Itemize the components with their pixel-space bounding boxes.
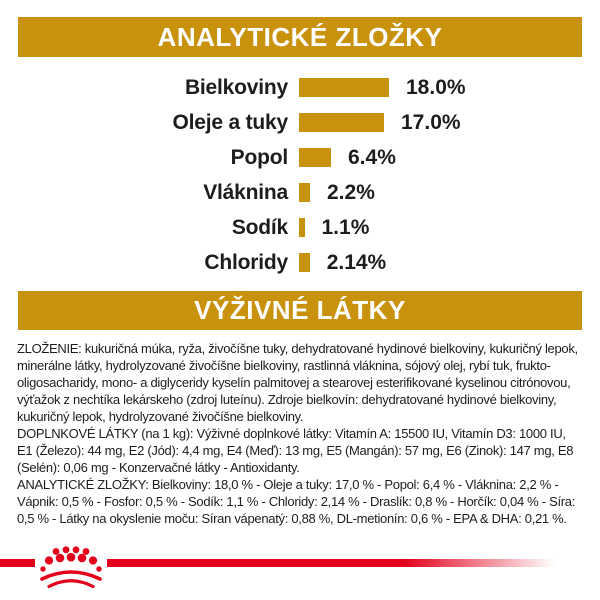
chart-value-label: 1.1% [321, 215, 370, 239]
footer-red-line-right [107, 559, 555, 567]
chart-category-label: Sodík [231, 215, 288, 239]
chart-category-label: Bielkoviny [184, 75, 288, 99]
chart-category-label: Oleje a tuky [172, 110, 288, 134]
chart-value-label: 2.14% [326, 250, 387, 274]
section-title: VÝŽIVNÉ LÁTKY [194, 295, 406, 325]
section-title: ANALYTICKÉ ZLOŽKY [157, 21, 443, 52]
chart-row [0, 210, 600, 245]
royal-canin-crown-icon [40, 546, 102, 590]
chart-bar [299, 113, 384, 132]
chart-bar [299, 78, 389, 97]
chart-category-label: Chloridy [204, 250, 288, 274]
chart-row [0, 105, 600, 140]
chart-bar [299, 253, 310, 272]
footer-red-line-left [0, 559, 35, 567]
chart-row [0, 245, 600, 280]
chart-category-label: Popol [230, 145, 288, 169]
analytical-components-bar-chart [0, 70, 600, 280]
chart-bar [299, 148, 331, 167]
section-header-analyticke-zlozky [18, 17, 582, 57]
section-header-vyzivne-latky [18, 291, 582, 330]
chart-row [0, 140, 600, 175]
chart-bar [299, 183, 310, 202]
chart-value-label: 6.4% [348, 145, 396, 169]
chart-value-label: 17.0% [401, 110, 461, 134]
analytical-constituents-paragraph: ANALYTICKÉ ZLOŽKY: Bielkoviny: 18,0 % - Oleje a tuky: 17,0 % - Popol: 6,4 % - Vláknina: 2,2 % - Vápnik: 0,5 % - Fosfor: 0,5 % - Sodík: 1,1 % - Chloridy: 2,14 % - Draslík: 0,8 % - Horčík: 0,04 % - Síra: 0,5 % - Látky na okyslenie moču: Síran vápenatý: 0,88 %, DL-metionín: 0,6 % - EPA & DHA: 0,21 %. [17, 477, 576, 526]
composition-paragraph: ZLOŽENIE: kukuričná múka, ryža, živočíšne tuky, dehydratované hydinové bielkoviny, kukuričný lepok, minerálne látky, hydrolyzované živočíšne bielkoviny, rastlinná vláknina, sójový olej, rybí tuk, frukto-oligosacharidy, mono- a diglyceridy kyselín palmitovej a stearovej esterifikované kyselinou citrónovou, výťažok z nechtíka lekárskeho (zdroj luteínu). Zdroje bielkovín: dehydratované hydinové bielkoviny, kukuričný lepok, hydrolyzované živočíšne bielkoviny. [17, 341, 578, 424]
nutrition-info-text [17, 340, 584, 527]
chart-row [0, 70, 600, 105]
chart-category-label: Vláknina [203, 180, 288, 204]
chart-value-label: 18.0% [406, 75, 466, 99]
chart-bar [299, 218, 305, 237]
additives-paragraph: DOPLNKOVÉ LÁTKY (na 1 kg): Výživné doplnkové látky: Vitamín A: 15500 IU, Vitamín D3: 1000 IU, E1 (Železo): 44 mg, E2 (Jód): 4,4 mg, E4 (Meď): 13 mg, E5 (Mangán): 57 mg, E6 (Zinok): 147 mg, E8 (Selén): 0,06 mg - Konzervačné látky - Antioxidanty. [17, 426, 574, 475]
chart-row [0, 175, 600, 210]
chart-value-label: 2.2% [327, 180, 375, 204]
